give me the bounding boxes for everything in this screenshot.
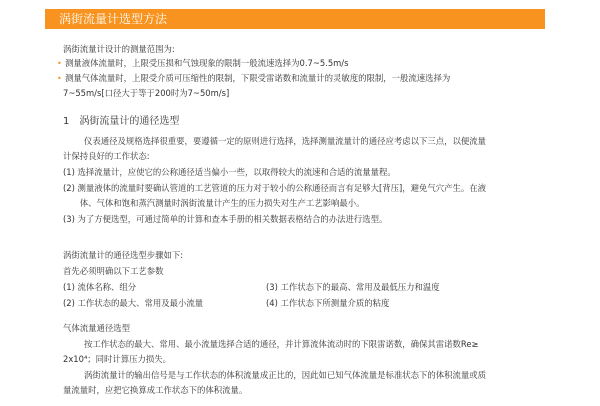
list-item: 体、气体和饱和蒸汽测量时涡街流量计产生的压力损失对生产工艺影响最小。 (63, 198, 365, 208)
paragraph-line: 按工作状态的最大、常用、最小流量选择合适的通径，并计算流体流动时的下限雷诺数，确保其雷诺数Re≥ (84, 339, 479, 349)
bullet-text: 测量气体流量时，上限受介质可压缩性的限制，下限受雷诺数和流量计的灵敏度的限制，一般流速选择为 (65, 73, 451, 83)
page-title: 涡街流量计选型方法 (45, 9, 545, 29)
param-item: (4) 工作状态下所测量介质的粘度 (266, 298, 390, 308)
param-item: (3) 工作状态下的最高、常用及最低压力和温度 (266, 282, 440, 292)
bullet-item (57, 73, 451, 84)
paragraph-line: 仪表通径及规格选择很重要，要遵循一定的原则进行选择，选择测量流量计的通径应考虑以下三点，以便流量 (84, 136, 486, 146)
bullet-item (57, 58, 349, 69)
section-heading: 1 涡街流量计的通径选型 (63, 116, 180, 127)
paragraph-line: 计保持良好的工作状态: (63, 151, 150, 161)
list-item: (1) 选择流量计，应使它的公称通径适当偏小一些，以取得较大的流速和合适的流量量程。 (63, 167, 396, 177)
intro-text: 涡街流量计设计的测量范围为: (63, 44, 175, 54)
paragraph-line: 量流量时，应把它换算成工作状态下的体积流量。 (63, 385, 248, 395)
param-item: (2) 工作状态的最大、常用及最小流量 (63, 298, 204, 308)
param-item: (1) 流体名称、组分 (63, 282, 137, 292)
list-item: (2) 测量液体的流量时要确认管道的工艺管道的压力对于较小的公称通径而言有足够大[背压]，避免气穴产生。在液 (63, 183, 487, 193)
bullet-icon: • (57, 74, 62, 83)
gas-section-title: 气体流量通径选型 (63, 323, 130, 333)
paragraph-line: 2x10⁴；同时计算压力损失。 (63, 354, 172, 364)
steps-title: 涡街流量计的通径选型步骤如下: (63, 250, 184, 260)
bullet-icon: • (57, 59, 62, 68)
bullet-continuation: 7~55m/s[口径大于等于200时为7~50m/s] (63, 88, 230, 98)
list-item: (3) 为了方便选型，可通过简单的计算和查本手册的相关数据表格结合的办法进行选型。 (63, 214, 388, 224)
bullet-text: 测量液体流量时，上限受压损和气蚀现象的限制一般流速选择为0.7~5.5m/s (65, 58, 349, 68)
steps-subtitle: 首先必须明确以下工艺参数 (63, 266, 164, 276)
paragraph-line: 涡街流量计的输出信号是与工作状态的体积流量成正比的，因此如已知气体流量是标准状态下的体积流量或质 (84, 370, 486, 380)
